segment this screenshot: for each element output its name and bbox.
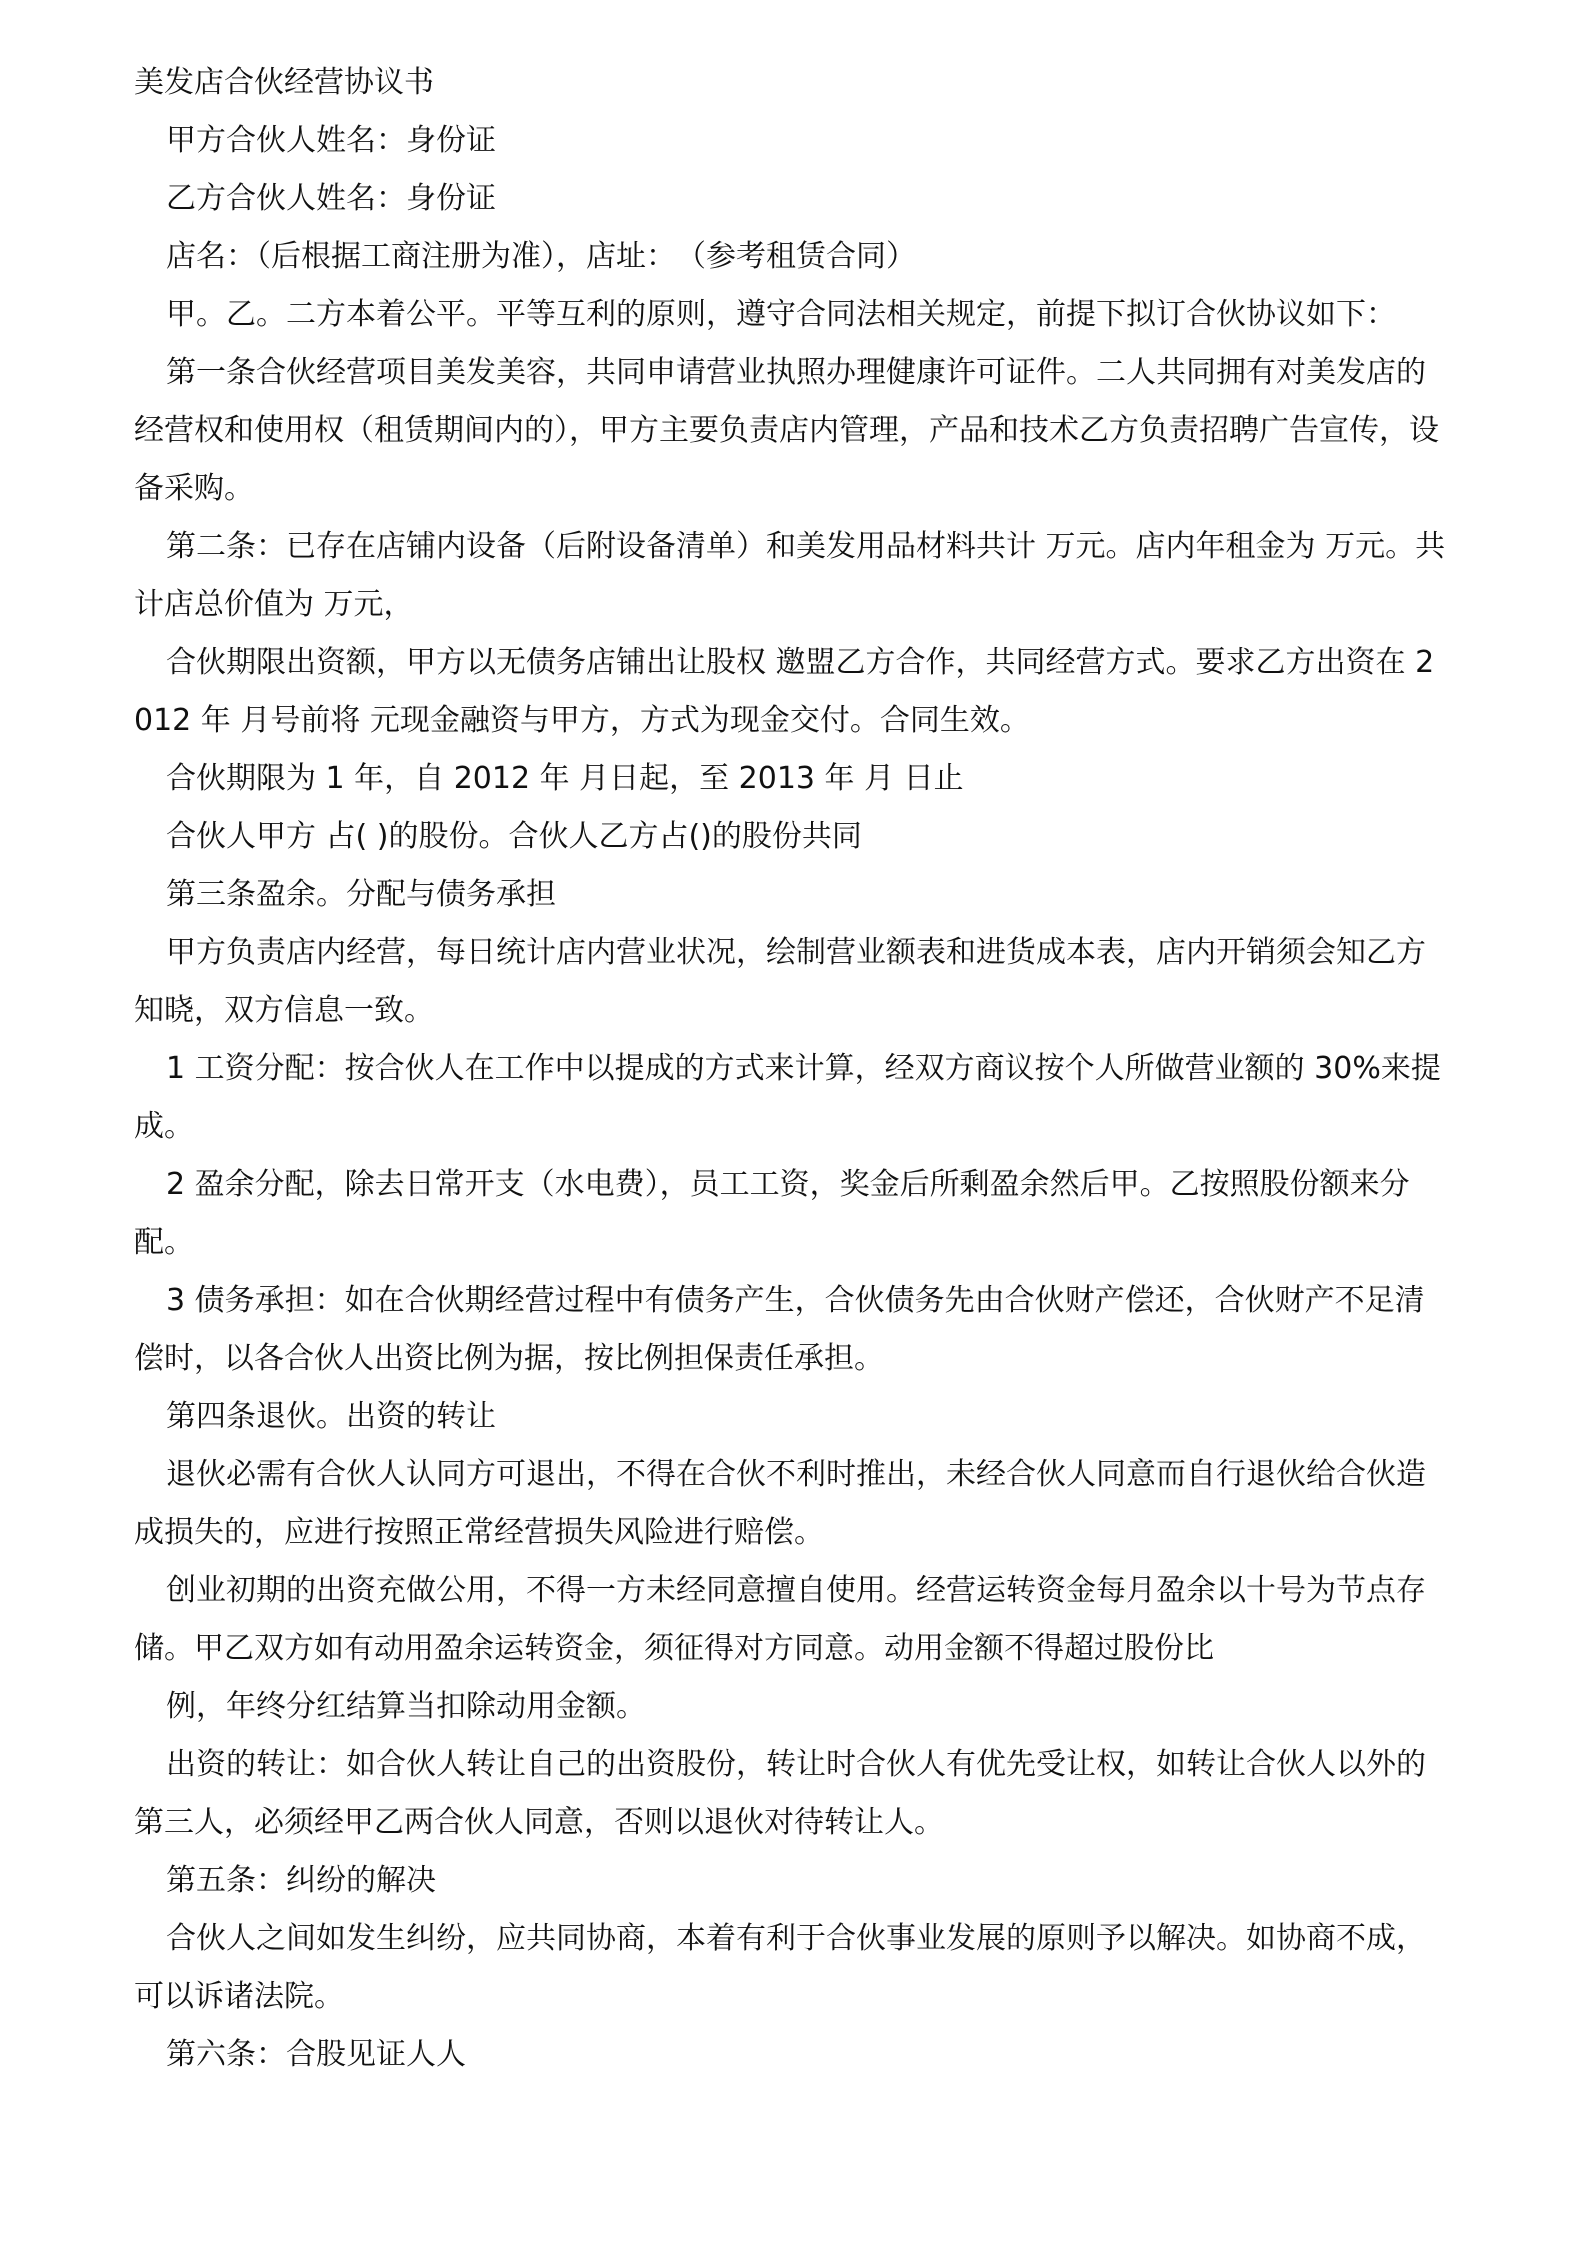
party-b-line: 乙方合伙人姓名：身份证: [166, 181, 496, 216]
article-5-heading: 第五条：纠纷的解决: [166, 1863, 436, 1898]
funds-continuation-paragraph: 例，年终分红结算当扣除动用金额。: [166, 1689, 646, 1724]
article-4-heading: 第四条退伙。出资的转让: [166, 1399, 496, 1434]
funds-paragraph: 创业初期的出资充做公用，不得一方未经同意擅自使用。经营运转资金每月盈余以十号为节点存储。甲乙双方如有动用盈余运转资金，须征得对方同意。动用金额不得超过股份比: [134, 1573, 1426, 1666]
term-paragraph: 合伙期限为 1 年，自 2012 年 月日起，至 2013 年 月 日止: [166, 761, 964, 796]
management-paragraph: 甲方负责店内经营，每日统计店内营业状况，绘制营业额表和进货成本表，店内开销须会知乙方知晓，双方信息一致。: [134, 935, 1426, 1028]
shop-info-line: 店名：（后根据工商注册为准），店址： （参考租赁合同）: [166, 239, 916, 274]
wage-paragraph: 1 工资分配：按合伙人在工作中以提成的方式来计算，经双方商议按个人所做营业额的 30%来提成。: [134, 1051, 1441, 1144]
debt-paragraph: 3 债务承担：如在合伙期经营过程中有债务产生，合伙债务先由合伙财产偿还，合伙财产不足清偿时，以各合伙人出资比例为据，按比例担保责任承担。: [134, 1283, 1425, 1376]
withdrawal-paragraph: 退伙必需有合伙人认同方可退出，不得在合伙不利时推出，未经合伙人同意而自行退伙给合伙造成损失的，应进行按照正常经营损失风险进行赔偿。: [134, 1457, 1426, 1550]
article-1-paragraph: 第一条合伙经营项目美发美容，共同申请营业执照办理健康许可证件。二人共同拥有对美发店的经营权和使用权（租赁期间内的），甲方主要负责店内管理，产品和技术乙方负责招聘广告宣传，设备采购。: [134, 355, 1439, 506]
surplus-paragraph: 2 盈余分配，除去日常开支（水电费），员工工资，奖金后所剩盈余然后甲。乙按照股份额来分配。: [134, 1167, 1410, 1260]
article-3-heading: 第三条盈余。分配与债务承担: [166, 877, 556, 912]
article-6-heading: 第六条：合股见证人人: [166, 2037, 466, 2072]
shares-paragraph: 合伙人甲方 占( )的股份。合伙人乙方占()的股份共同: [166, 819, 862, 854]
party-a-line: 甲方合伙人姓名：身份证: [166, 123, 496, 158]
document-title: 美发店合伙经营协议书: [134, 65, 434, 100]
article-2-paragraph: 第二条：已存在店铺内设备（后附设备清单）和美发用品材料共计 万元。店内年租金为 万元。共计店总价值为 万元，: [134, 529, 1446, 622]
dispute-paragraph: 合伙人之间如发生纠纷，应共同协商，本着有利于合伙事业发展的原则予以解决。如协商不成，可以诉诸法院。: [134, 1921, 1426, 2014]
preamble-paragraph: 甲。乙。二方本着公平。平等互利的原则，遵守合同法相关规定，前提下拟订合伙协议如下：: [166, 297, 1396, 332]
transfer-paragraph: 出资的转让：如合伙人转让自己的出资股份，转让时合伙人有优先受让权，如转让合伙人以外的第三人，必须经甲乙两合伙人同意，否则以退伙对待转让人。: [134, 1747, 1426, 1840]
contribution-paragraph: 合伙期限出资额，甲方以无债务店铺出让股权 邀盟乙方合作，共同经营方式。要求乙方出资在 2012 年 月号前将 元现金融资与甲方，方式为现金交付。合同生效。: [134, 645, 1435, 738]
